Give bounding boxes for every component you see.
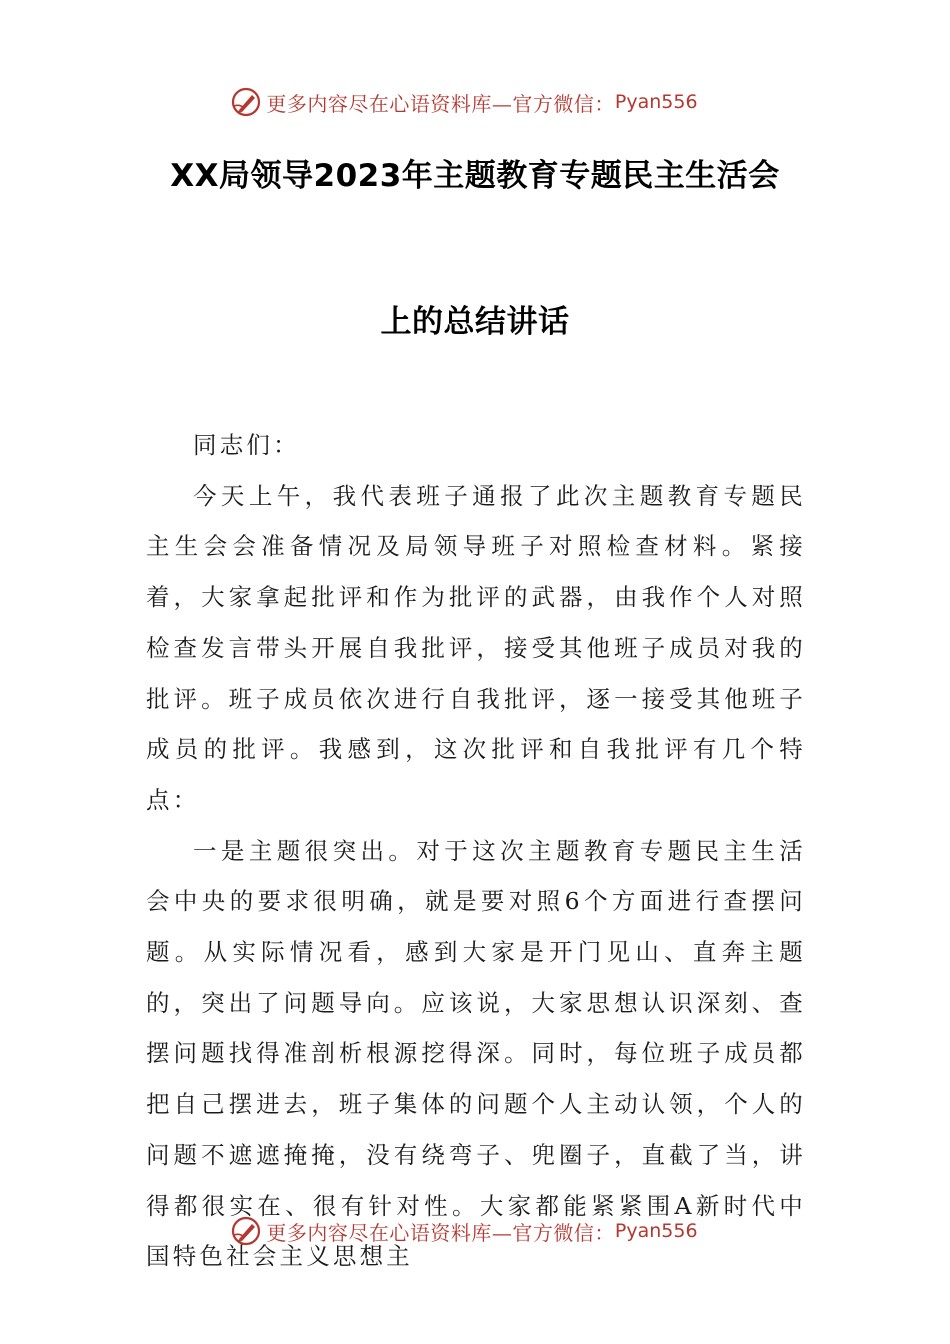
- watermark-text: 更多内容尽在心语资料库—官方微信：: [266, 1220, 615, 1245]
- body-paragraph-1: 今天上午，我代表班子通报了此次主题教育专题民主生会会准备情况及局领导班子对照检查材料。紧接着，大家拿起批评和作为批评的武器，由我作个人对照检查发言带头开展自我批评，接受其他班子成员对我的批评。班子成员依次进行自我批评，逐一接受其他班子成员的批评。我感到，这次批评和自我批评有几个特点：: [146, 481, 806, 814]
- watermark-text: 更多内容尽在心语资料库—官方微信：: [266, 91, 615, 116]
- salutation: 同志们：: [193, 431, 300, 459]
- watermark-account: Pyan556: [614, 91, 698, 113]
- watermark-account: Pyan556: [614, 1220, 698, 1242]
- document-body: [146, 420, 806, 1282]
- document-title-line-1: XX局领导2023年主题教育专题民主生活会: [170, 158, 780, 194]
- document-title-line-2: 上的总结讲话: [380, 304, 570, 340]
- pen-logo-icon: [230, 1215, 262, 1247]
- footer-watermark: [0, 1211, 950, 1251]
- header-watermark: [0, 82, 950, 122]
- body-paragraph-2: 一是主题很突出。对于这次主题教育专题民主生活会中央的要求很明确，就是要对照6个方面进行查摆问题。从实际情况看，感到大家是开门见山、直奔主题的，突出了问题导向。应该说，大家思想认识深刻、查摆问题找得准剖析根源挖得深。同时，每位班子成员都把自己摆进去，班子集体的问题个人主动认领，个人的问题不遮遮掩掩，没有绕弯子、兜圈子，直截了当，讲得都很实在、很有针对性。大家都能紧紧围A新时代中国特色社会主义思想主: [146, 836, 806, 1271]
- pen-logo-icon: [230, 86, 262, 118]
